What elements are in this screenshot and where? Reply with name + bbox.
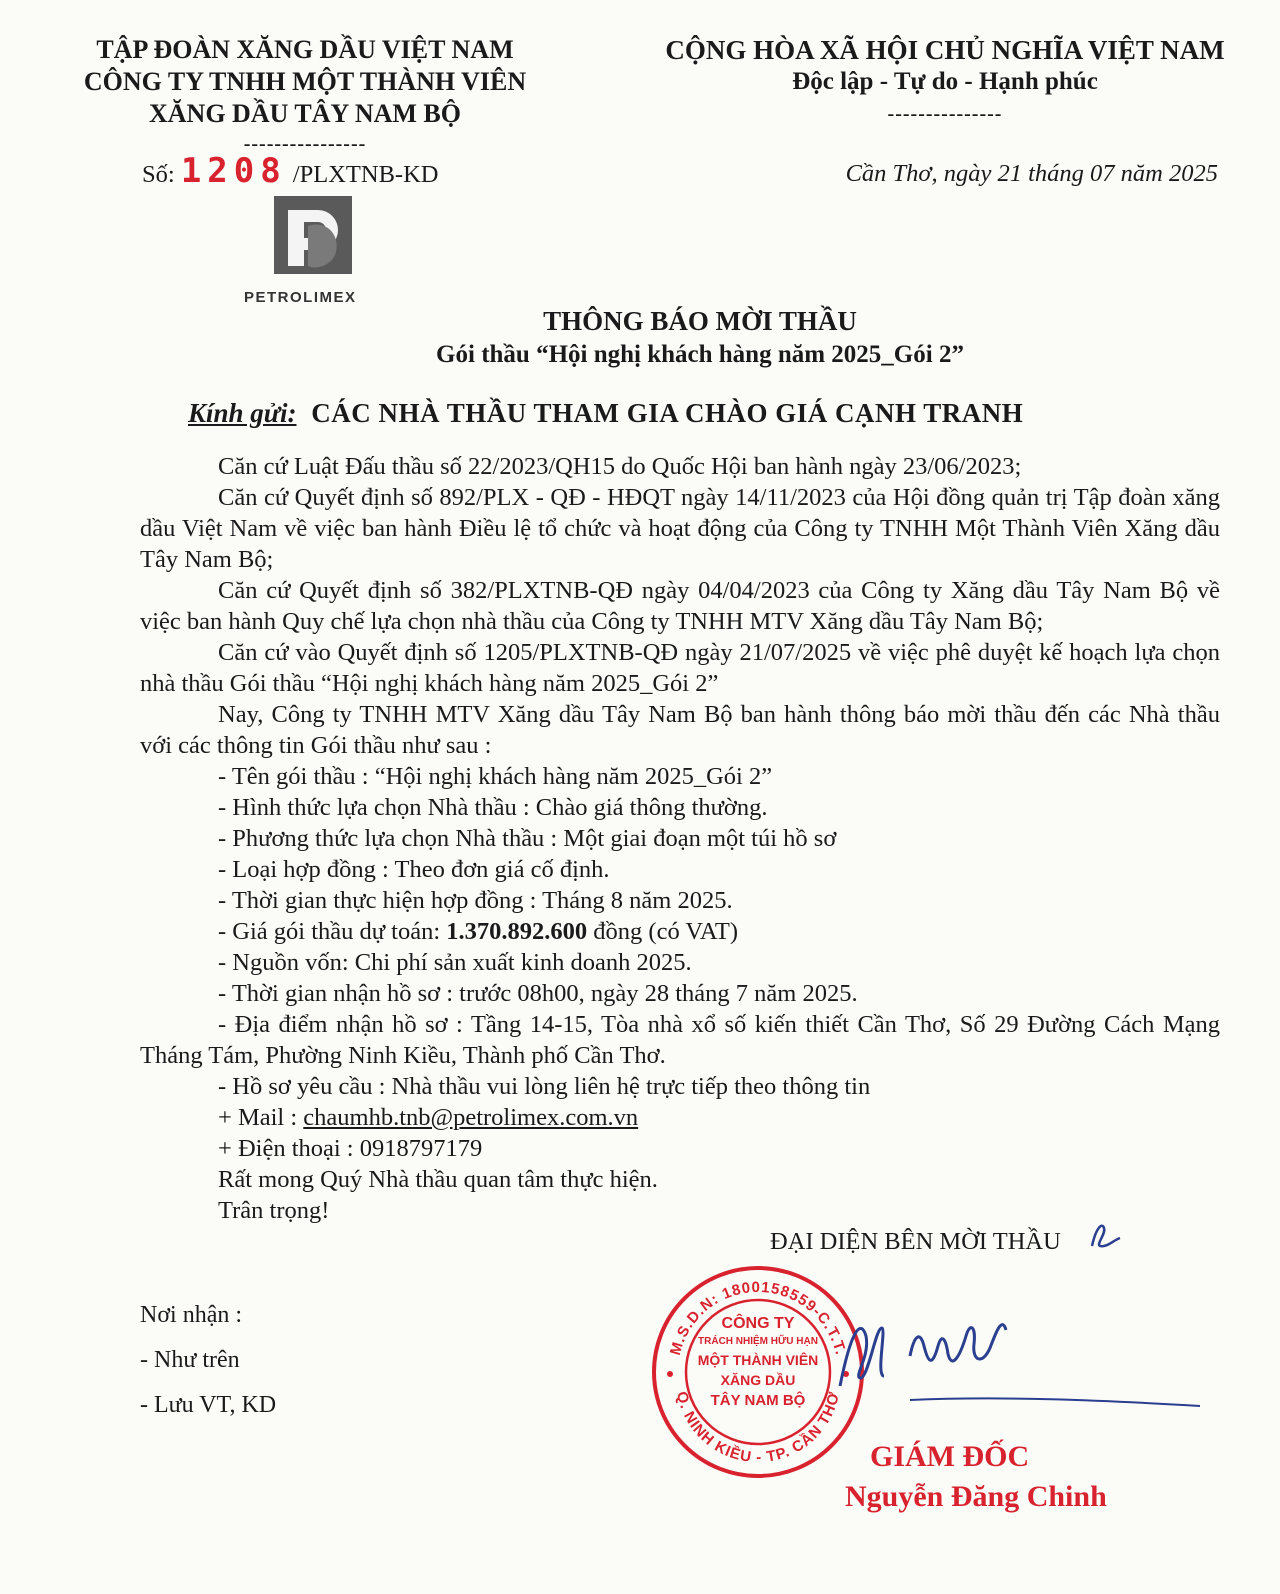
recipient-above: - Như trên (140, 1347, 240, 1373)
document-title: THÔNG BÁO MỜI THẦU (543, 306, 857, 336)
stamp-center (688, 1314, 828, 1412)
recipients-title: Nơi nhận : (140, 1302, 243, 1328)
national-divider: --------------- (887, 103, 1003, 125)
contract-duration: - Thời gian thực hiện hợp đồng : Tháng 8 năm 2025. (218, 887, 733, 914)
org-company: CÔNG TY TNHH MỘT THÀNH VIÊN (83, 67, 527, 96)
contact-phone: + Điện thoại : 0918797179 (218, 1135, 483, 1162)
price-value: 1.370.892.600 (446, 918, 588, 945)
org-parent: TẬP ĐOÀN XĂNG DẦU VIỆT NAM (96, 35, 514, 64)
legal-basis-3: Căn cứ Quyết định số 382/PLXTNB-QĐ ngày 04/04/2023 của Công ty Xăng dầu Tây Nam Bộ về việc ban hành Quy chế lựa chọn nhà thầu của Công ty TNHH MTV Xăng dầu Tây Nam Bộ; (140, 577, 1220, 635)
contract-type: - Loại hợp đồng : Theo đơn giá cố định. (218, 856, 610, 883)
petrolimex-logo-icon (244, 196, 372, 288)
ref-number-stamp: 1208 (180, 151, 287, 191)
mail-link[interactable]: chaumhb.tnb@petrolimex.com.vn (303, 1104, 639, 1131)
recipient-value: CÁC NHÀ THẦU THAM GIA CHÀO GIÁ CẠNH TRANH (311, 398, 1024, 428)
stamp-line-3: MỘT THÀNH VIÊN (697, 1352, 819, 1368)
initial-mark-icon (1086, 1218, 1126, 1254)
stamp-ring-text: M.S.D.N: 1800158559-C.T.T. (666, 1278, 850, 1358)
stamp-line-2: TRÁCH NHIỆM HỮU HẠN (698, 1336, 818, 1347)
org-branch: XĂNG DẦU TÂY NAM BỘ (149, 99, 461, 128)
national-motto: CỘNG HÒA XÃ HỘI CHỦ NGHĨA VIỆT NAM (665, 35, 1225, 65)
org-header (70, 34, 540, 154)
place-date: Cần Thơ, ngày 21 tháng 07 năm 2025 (845, 160, 1218, 187)
stamp-line-1: CÔNG TY (721, 1315, 795, 1332)
ref-suffix: /PLXTNB-KD (292, 161, 439, 188)
contact-info: - Hồ sơ yêu cầu : Nhà thầu vui lòng liên hệ trực tiếp theo thông tin (218, 1073, 871, 1100)
submission-location: - Địa điểm nhận hồ sơ : Tầng 14-15, Tòa nhà xổ số kiến thiết Cần Thơ, Số 29 Đường Cách Mạng Tháng Tám, Phường Ninh Kiều, Thành phố Cần Thơ. (140, 1011, 1220, 1069)
contact-mail (218, 1102, 638, 1133)
stamp-line-4: XĂNG DẦU (720, 1372, 796, 1388)
petrolimex-logo (244, 196, 372, 306)
mail-label: + Mail : (218, 1104, 304, 1131)
closing-regards: Trân trọng! (218, 1197, 330, 1224)
reference-number (142, 151, 439, 191)
legal-basis-2: Căn cứ Quyết định số 892/PLX - QĐ - HĐQT ngày 14/11/2023 của Hội đồng quản trị Tập đoàn xăng dầu Việt Nam về việc ban hành Điều lệ tổ chức và hoạt động của Công ty TNHH Một Thành Viên Xăng dầu Tây Nam Bộ; (140, 484, 1220, 573)
national-slogan: Độc lập - Tự do - Hạnh phúc (792, 68, 1098, 95)
document-subtitle: Gói thầu “Hội nghị khách hàng năm 2025_Gói 2” (436, 341, 964, 368)
price-label: - Giá gói thầu dự toán: (218, 918, 447, 945)
representative-title: ĐẠI DIỆN BÊN MỜI THẦU (770, 1228, 1061, 1255)
selection-method: - Phương thức lựa chọn Nhà thầu : Một giai đoạn một túi hồ sơ (218, 825, 837, 852)
legal-basis-4: Căn cứ vào Quyết định số 1205/PLXTNB-QĐ ngày 21/07/2025 về việc phê duyệt kế hoạch lựa chọn nhà thầu Gói thầu “Hội nghị khách hàng năm 2025_Gói 2” (140, 639, 1220, 697)
closing-request: Rất mong Quý Nhà thầu quan tâm thực hiện. (218, 1166, 658, 1193)
stamp-bottom-text: Q. NINH KIỀU - TP. CẦN THƠ (672, 1389, 844, 1467)
selection-form: - Hình thức lựa chọn Nhà thầu : Chào giá thông thường. (218, 794, 768, 821)
national-header (640, 34, 1250, 124)
handwritten-signature-icon (820, 1296, 1220, 1416)
price-suffix: đồng (có VAT) (587, 918, 739, 945)
legal-basis-1: Căn cứ Luật Đấu thầu số 22/2023/QH15 do Quốc Hội ban hành ngày 23/06/2023; (218, 453, 1022, 480)
funding-source: - Nguồn vốn: Chi phí sản xuất kinh doanh 2025. (218, 949, 692, 976)
recipient-archive: - Lưu VT, KD (140, 1392, 277, 1418)
org-divider: ---------------- (243, 133, 367, 155)
stamp-line-5: TÂY NAM BỘ (710, 1392, 806, 1409)
recipient-line (188, 398, 1023, 429)
ref-prefix: Số: (142, 161, 175, 188)
recipient-label: Kính gửi: (188, 398, 297, 428)
package-price (218, 916, 738, 947)
signer-position: GIÁM ĐỐC (870, 1440, 1030, 1473)
signer-name: Nguyễn Đăng Chinh (845, 1480, 1107, 1513)
package-name: - Tên gói thầu : “Hội nghị khách hàng năm 2025_Gói 2” (218, 763, 773, 790)
submission-deadline: - Thời gian nhận hồ sơ : trước 08h00, ngày 28 tháng 7 năm 2025. (218, 980, 858, 1007)
announcement-intro: Nay, Công ty TNHH MTV Xăng dầu Tây Nam Bộ ban hành thông báo mời thầu đến các Nhà thầu với các thông tin Gói thầu như sau : (140, 701, 1220, 759)
logo-wordmark: PETROLIMEX (244, 289, 357, 306)
